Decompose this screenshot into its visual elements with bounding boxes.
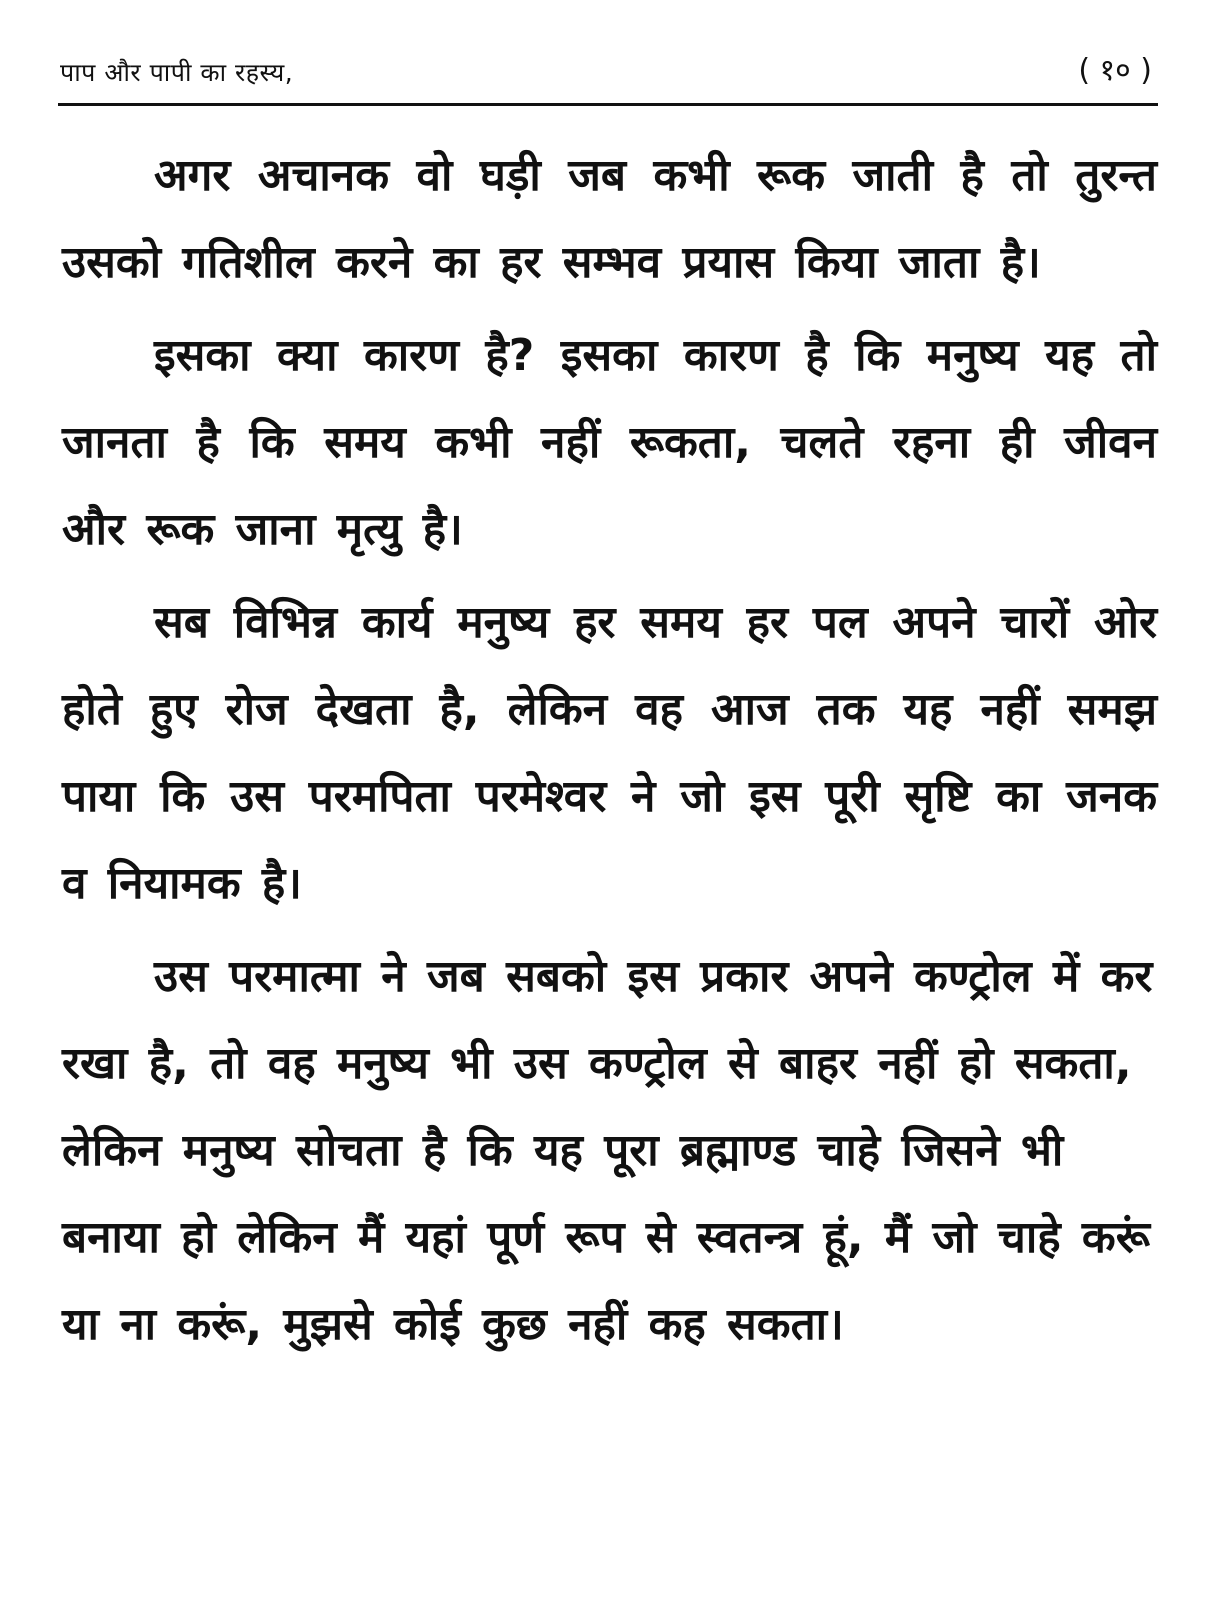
- header-divider: [58, 103, 1158, 106]
- paragraph: उस परमात्मा ने जब सबको इस प्रकार अपने कण्ट्रोल में कर रखा है, तो वह मनुष्य भी उस कण्ट्रोल से बाहर नहीं हो सकता, लेकिन मनुष्य सोचता है कि यह पूरा ब्रह्माण्ड चाहे जिसने भी बनाया हो लेकिन मैं यहां पूर्ण रूप से स्वतन्त्र हूं, मैं जो चाहे करूं या ना करूं, मुझसे कोई कुछ नहीं कह सकता।: [62, 951, 1153, 1350]
- paragraph: सब विभिन्न कार्य मनुष्य हर समय हर पल अपने चारों ओर होते हुए रोज देखता है, लेकिन वह आज तक यह नहीं समझ पाया कि उस परमपिता परमेश्वर ने जो इस पूरी सृष्टि का जनक व नियामक है।: [62, 597, 1157, 909]
- page-body: [62, 132, 1157, 1374]
- paragraph: अगर अचानक वो घड़ी जब कभी रूक जाती है तो तुरन्त उसको गतिशील करने का हर सम्भव प्रयास किया जाता है।: [62, 150, 1157, 288]
- page-number: ( १० ): [1078, 53, 1152, 88]
- paragraph: इसका क्या कारण है? इसका कारण है कि मनुष्य यह तो जानता है कि समय कभी नहीं रूकता, चलते रहना ही जीवन और रूक जाना मृत्यु है।: [62, 330, 1157, 555]
- running-title: पाप और पापी का रहस्य,: [60, 58, 294, 87]
